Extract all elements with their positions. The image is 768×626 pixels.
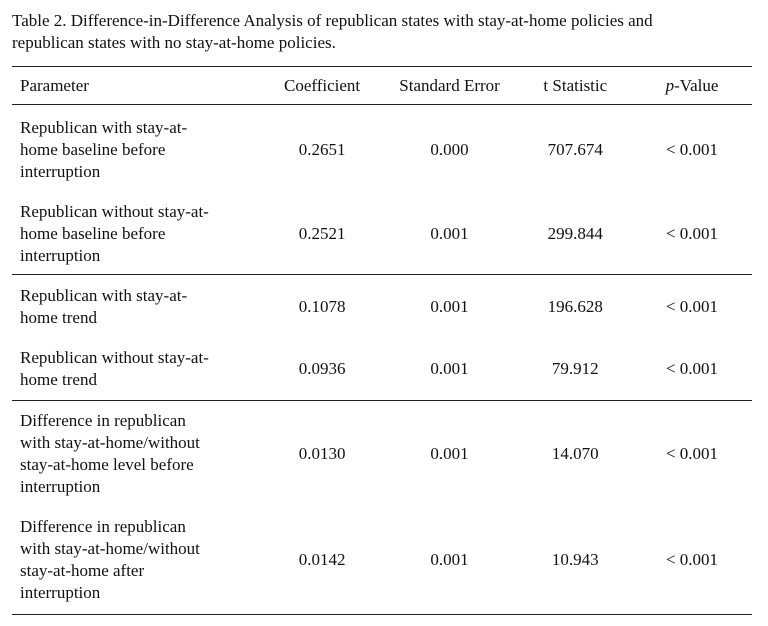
coefficient-cell: 0.2521 <box>264 195 381 275</box>
parameter-line: home trend <box>20 370 97 390</box>
t-statistic-cell: 299.844 <box>519 195 633 275</box>
header-p-rest: -Value <box>674 75 719 95</box>
caption-line-1: Table 2. Difference-in-Difference Analysis of republican states with stay-at-home policies and <box>12 11 653 30</box>
table-caption <box>12 10 752 54</box>
parameter-line: with stay-at-home/without <box>20 539 200 559</box>
table-row <box>12 507 752 615</box>
coefficient-cell: 0.1078 <box>298 296 346 316</box>
parameter-cell <box>12 507 264 615</box>
caption-line-2: republican states with no stay-at-home policies. <box>12 33 336 52</box>
coefficient-cell: 0.0936 <box>264 339 381 401</box>
table-row <box>12 275 752 339</box>
standard-error-cell: 0.001 <box>430 296 469 316</box>
standard-error-cell: 0.001 <box>430 443 469 463</box>
header-row <box>12 67 752 105</box>
table-row <box>12 195 752 275</box>
header-parameter: Parameter <box>12 67 264 105</box>
parameter-cell <box>12 105 264 195</box>
parameter-line: home baseline before <box>20 224 166 244</box>
header-standard-error: Standard Error <box>381 67 519 105</box>
results-table <box>12 66 752 615</box>
parameter-line: with stay-at-home/without <box>20 432 200 452</box>
standard-error-cell: 0.001 <box>381 339 519 401</box>
parameter-line: interruption <box>20 161 101 181</box>
parameter-line: Difference in republican <box>20 410 186 430</box>
header-t-statistic: t Statistic <box>519 67 633 105</box>
t-statistic-cell: 79.912 <box>519 339 633 401</box>
t-statistic-cell: 707.674 <box>547 139 603 159</box>
parameter-line: Republican without stay-at- <box>20 348 209 368</box>
table-row <box>12 105 752 195</box>
parameter-line: interruption <box>20 246 101 266</box>
parameter-line: home trend <box>20 307 97 327</box>
parameter-line: Difference in republican <box>20 517 186 537</box>
p-value-cell: < 0.001 <box>632 339 752 401</box>
table-row <box>12 339 752 401</box>
t-statistic-cell: 196.628 <box>547 296 603 316</box>
parameter-line: stay-at-home after <box>20 561 145 581</box>
standard-error-cell: 0.001 <box>381 507 519 615</box>
parameter-line: Republican with stay-at- <box>20 117 188 137</box>
coefficient-cell: 0.2651 <box>298 139 346 159</box>
parameter-line: interruption <box>20 583 101 603</box>
parameter-cell <box>12 339 264 401</box>
standard-error-cell: 0.000 <box>430 139 469 159</box>
t-statistic-cell: 14.070 <box>551 443 599 463</box>
parameter-line: home baseline before <box>20 139 166 159</box>
parameter-cell <box>12 275 264 339</box>
coefficient-cell: 0.0130 <box>298 443 346 463</box>
p-value-cell: < 0.001 <box>632 507 752 615</box>
p-value-cell: < 0.001 <box>665 139 719 159</box>
parameter-line: Republican with stay-at- <box>20 285 188 305</box>
parameter-line: stay-at-home level before <box>20 454 194 474</box>
table-row <box>12 401 752 507</box>
coefficient-cell: 0.0142 <box>264 507 381 615</box>
header-p-italic: p <box>665 75 675 95</box>
p-value-cell: < 0.001 <box>665 296 719 316</box>
header-coefficient: Coefficient <box>264 67 381 105</box>
parameter-cell <box>12 401 264 507</box>
parameter-cell <box>12 195 264 275</box>
p-value-cell: < 0.001 <box>665 443 719 463</box>
t-statistic-cell: 10.943 <box>519 507 633 615</box>
standard-error-cell: 0.001 <box>381 195 519 275</box>
parameter-line: Republican without stay-at- <box>20 202 209 222</box>
header-p-value <box>632 67 752 105</box>
p-value-cell: < 0.001 <box>632 195 752 275</box>
parameter-line: interruption <box>20 476 101 496</box>
